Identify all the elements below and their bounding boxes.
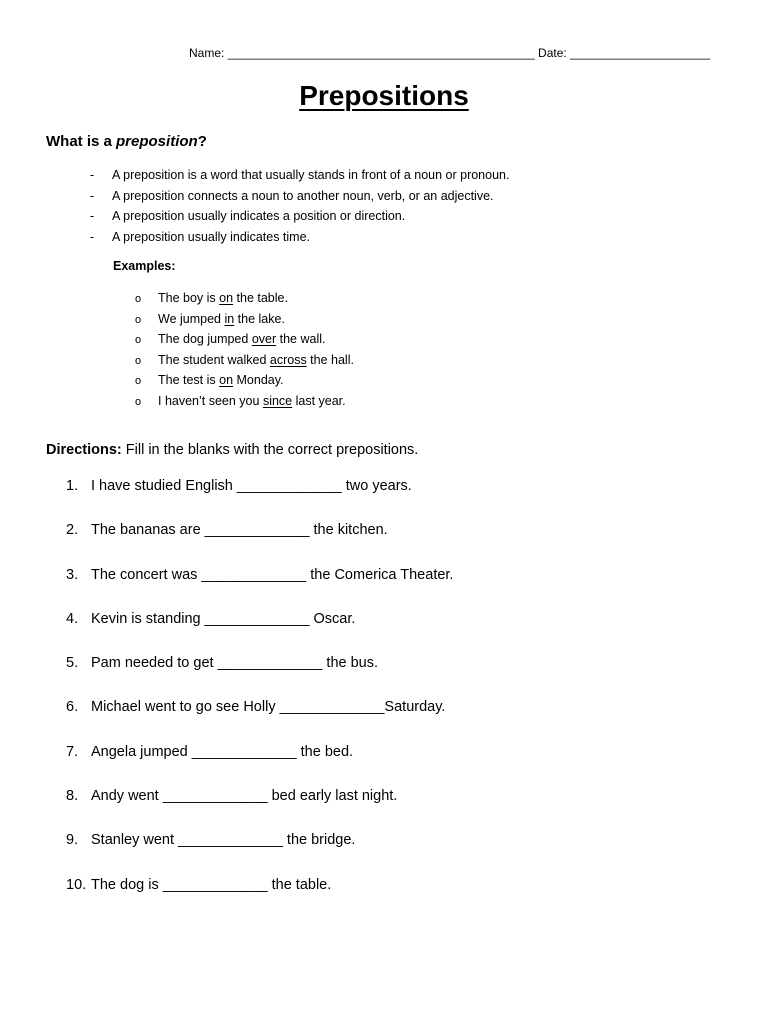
question-number: 7. — [66, 743, 79, 760]
name-label: Name: — [189, 46, 225, 60]
example-after: the lake. — [234, 311, 285, 326]
date-label: Date: — [538, 46, 567, 60]
directions-text: Fill in the blanks with the correct prepositions. — [121, 442, 419, 458]
list-item — [135, 370, 354, 391]
question-number: 10. — [66, 876, 87, 893]
list-item — [135, 288, 354, 309]
definition-list — [90, 165, 509, 247]
definition-text: A preposition usually indicates a position or direction. — [112, 209, 406, 223]
example-preposition: on — [219, 373, 234, 387]
question-number: 8. — [66, 788, 79, 805]
page-title: Prepositions — [299, 80, 469, 111]
list-item — [135, 329, 354, 350]
circle-bullet-icon: o — [135, 354, 142, 367]
list-item — [90, 227, 509, 248]
question-text: I have studied English _____________ two years. — [91, 478, 412, 494]
example-after: the hall. — [306, 352, 354, 367]
example-preposition: over — [251, 332, 277, 346]
example-before: The student walked — [158, 352, 270, 367]
example-before: The boy is — [158, 291, 220, 305]
question-item[interactable] — [66, 696, 453, 740]
question-item[interactable] — [66, 741, 453, 785]
question-item[interactable] — [66, 829, 453, 873]
question-number: 9. — [66, 832, 79, 849]
definition-text: A preposition is a word that usually stands in front of a noun or pronoun. — [112, 168, 510, 182]
example-before: I haven’t seen you — [158, 393, 263, 408]
example-preposition: in — [224, 311, 235, 326]
question-item[interactable] — [66, 608, 453, 652]
list-item — [135, 350, 354, 371]
dash-bullet: - — [90, 168, 95, 182]
dash-bullet: - — [90, 188, 95, 203]
circle-bullet-icon: o — [135, 395, 142, 408]
dash-bullet: - — [90, 229, 95, 244]
question-number: 1. — [66, 478, 79, 494]
directions — [46, 442, 418, 458]
list-item — [135, 391, 354, 412]
directions-label: Directions: — [46, 442, 122, 458]
example-preposition: since — [262, 393, 293, 408]
date-blank[interactable]: _____________________ — [570, 46, 711, 60]
question-item[interactable] — [66, 475, 453, 519]
question-number: 3. — [66, 566, 79, 583]
question-item[interactable] — [66, 785, 453, 829]
definition-text: A preposition connects a noun to another noun, verb, or an adjective. — [112, 188, 494, 203]
dash-bullet: - — [90, 209, 95, 223]
question-text: Pam needed to get _____________ the bus. — [91, 655, 379, 672]
circle-bullet-icon: o — [135, 313, 142, 326]
circle-bullet-icon: o — [135, 334, 142, 346]
example-before: The test is — [158, 373, 220, 387]
question-item[interactable] — [66, 564, 453, 608]
examples-label: Examples: — [113, 259, 176, 273]
question-heading — [46, 133, 207, 150]
example-before: We jumped — [158, 311, 225, 326]
question-heading-suffix: ? — [197, 133, 207, 150]
list-item — [90, 206, 509, 227]
question-number: 6. — [66, 699, 79, 716]
question-text: Angela jumped _____________ the bed. — [91, 743, 354, 760]
question-number: 5. — [66, 655, 79, 672]
question-text: Stanley went _____________ the bridge. — [91, 832, 356, 849]
example-before: The dog jumped — [158, 332, 252, 346]
example-after: Monday. — [233, 373, 284, 387]
example-preposition: on — [219, 291, 234, 305]
circle-bullet-icon: o — [135, 293, 142, 305]
list-item — [90, 186, 509, 207]
definition-text: A preposition usually indicates time. — [112, 229, 311, 244]
question-number: 2. — [66, 522, 79, 539]
circle-bullet-icon: o — [135, 375, 142, 387]
list-item — [135, 309, 354, 330]
example-after: the table. — [233, 291, 288, 305]
question-text: The dog is _____________ the table. — [91, 876, 332, 893]
question-heading-term: preposition — [116, 133, 198, 150]
examples-list — [135, 288, 354, 411]
question-text: Michael went to go see Holly _____________Saturday. — [91, 699, 446, 716]
name-date-line — [189, 46, 710, 60]
question-list — [66, 475, 453, 918]
name-blank[interactable]: ______________________________________________ — [227, 46, 535, 60]
page-title-container — [0, 80, 768, 112]
question-text: The bananas are _____________ the kitchen. — [91, 522, 388, 539]
question-item[interactable] — [66, 652, 453, 696]
question-text: Andy went _____________ bed early last night. — [91, 788, 398, 805]
question-heading-prefix: What is a — [46, 133, 117, 150]
question-text: The concert was _____________ the Comerica Theater. — [91, 566, 454, 583]
question-text: Kevin is standing _____________ Oscar. — [91, 610, 356, 627]
question-item[interactable] — [66, 519, 453, 563]
example-preposition: across — [269, 352, 307, 367]
question-number: 4. — [66, 610, 79, 627]
example-after: the wall. — [276, 332, 326, 346]
list-item — [90, 165, 509, 186]
example-after: last year. — [292, 393, 346, 408]
question-item[interactable] — [66, 874, 453, 918]
